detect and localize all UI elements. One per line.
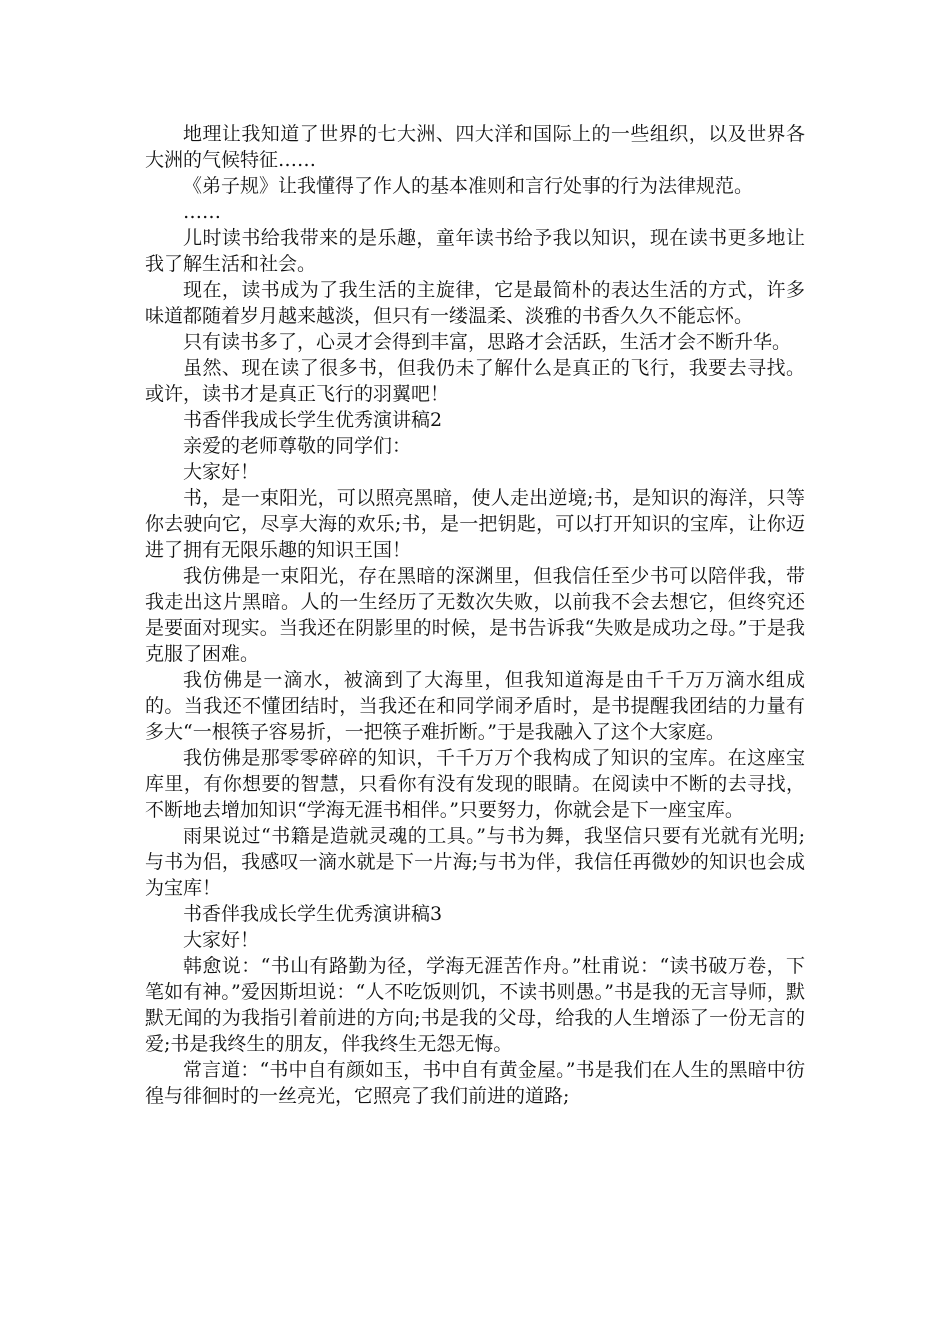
paragraph-geography: 地理让我知道了世界的七大洲、四大洋和国际上的一些组织，以及世界各大洲的气候特征…… [145, 123, 805, 171]
speech-title-3: 书香伴我成长学生优秀演讲稿3 [183, 903, 443, 925]
paragraph-saying: 常言道：“书中自有颜如玉，书中自有黄金屋。”书是我们在人生的黑暗中彷徨与徘徊时的一丝亮光，它照亮了我们前进的道路; [145, 1059, 805, 1107]
paragraph-dizigui: 《弟子规》让我懂得了作人的基本准则和言行处事的行为法律规范。 [183, 175, 754, 197]
paragraph-hugo-quote: 雨果说过“书籍是造就灵魂的工具。”与书为舞，我坚信只要有光就有光明;与书为侣，我感叹一滴水就是下一片海;与书为伴，我信任再微妙的知识也会成为宝库！ [145, 825, 805, 899]
paragraph-childhood-reading: 儿时读书给我带来的是乐趣，童年读书给予我以知识，现在读书更多地让我了解生活和社会。 [145, 227, 805, 275]
paragraph-sunlight-abyss: 我仿佛是一束阳光，存在黑暗的深渊里，但我信任至少书可以陪伴我，带我走出这片黑暗。人的一生经历了无数次失败，以前我不会去想它，但终究还是要面对现实。当我还在阴影里的时候，是书告诉我“失败是成功之母。”于是我克服了困难。 [145, 565, 805, 665]
paragraph-book-sunlight: 书，是一束阳光，可以照亮黑暗，使人走出逆境;书，是知识的海洋，只等你去驶向它，尽享大海的欢乐;书，是一把钥匙，可以打开知识的宝库，让你迈进了拥有无限乐趣的知识王国！ [145, 487, 805, 561]
paragraph-quotes: 韩愈说：“书山有路勤为径，学海无涯苦作舟。”杜甫说：“读书破万卷，下笔如有神。”爱因斯坦说：“人不吃饭则饥，不读书则愚。”书是我的无言导师，默默无闻的为我指引着前进的方向;书是我的父母，给我的人生增添了一份无言的爱;书是我终生的朋友，伴我终生无怨无悔。 [145, 955, 805, 1055]
speech-title-2: 书香伴我成长学生优秀演讲稿2 [183, 409, 443, 431]
paragraph-knowledge-treasury: 我仿佛是那零零碎碎的知识，千千万万个我构成了知识的宝库。在这座宝库里，有你想要的智慧，只看你有没有发现的眼睛。在阅读中不断的去寻找，不断地去增加知识“学海无涯书相伴。”只要努力，你就会是下一座宝库。 [145, 747, 805, 821]
paragraph-flying: 虽然、现在读了很多书，但我仍未了解什么是真正的飞行，我要去寻找。或许，读书才是真正飞行的羽翼吧！ [145, 357, 805, 405]
paragraph-ellipsis: …… [183, 201, 221, 223]
paragraph-reading-theme: 现在，读书成为了我生活的主旋律，它是最简朴的表达生活的方式，许多味道都随着岁月越来越淡，但只有一缕温柔、淡雅的书香久久不能忘怀。 [145, 279, 805, 327]
paragraph-read-more: 只有读书多了，心灵才会得到丰富，思路才会活跃，生活才会不断升华。 [183, 331, 792, 353]
speech-greeting: 大家好！ [183, 461, 260, 483]
speech-greeting-3: 大家好！ [183, 929, 260, 951]
paragraph-water-drop: 我仿佛是一滴水，被滴到了大海里，但我知道海是由千千万万滴水组成的。当我还不懂团结时，当我还在和同学闹矛盾时，是书提醒我团结的力量有多大“一根筷子容易折，一把筷子难折断。”于是我融入了这个大家庭。 [145, 669, 805, 743]
speech-salutation: 亲爱的老师尊敬的同学们： [183, 435, 412, 457]
document-page [145, 121, 805, 1109]
